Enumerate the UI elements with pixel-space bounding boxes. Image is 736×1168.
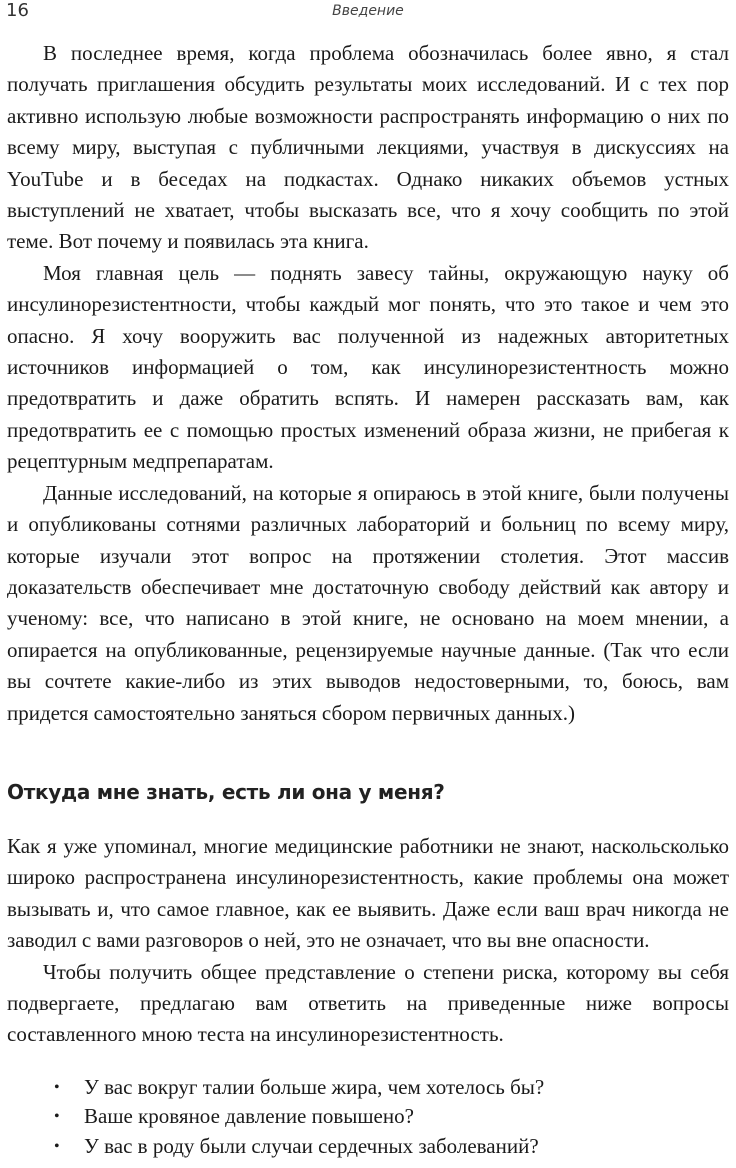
section-paragraph-2: Чтобы получить общее представление о степени риска, которому вы себя подвергаете, предлагаю вам ответить на приведенные ниже вопросы составленного мною теста на инсулинорезистентность.	[7, 959, 729, 1047]
paragraph-3: Данные исследований, на которые я опираюсь в этой книге, были получены и опубликованы сотнями различных лабораторий и больниц по всему миру, которые изучали этот вопрос на протяжении столетия. Этот массив доказательств обеспечивает мне достаточную свободу действий как автору и ученому: все, что написано в этой книге, не основано на моем мнении, а опирается на опубликованные, рецензируемые научные данные. (Так что если вы сочтете какие-либо из этих выводов недостоверными, то, боюсь, вам придется самостоятельно заняться сбором первичных данных.)	[7, 480, 729, 725]
bullet-icon: •	[54, 1137, 60, 1155]
list-item-text: У вас в роду были случаи сердечных заболеваний?	[84, 1133, 539, 1158]
section-heading: Откуда мне знать, есть ли она у меня?	[7, 779, 445, 804]
page-number: 16	[6, 0, 29, 21]
paragraph-2: Моя главная цель — поднять завесу тайны, окружающую науку об инсулинорезистентности, чтобы каждый мог понять, что это такое и чем это опасно. Я хочу вооружить вас полученной из надежных авторитетных источников информацией о том, как инсулинорезистентность можно предотвратить и даже обратить вспять. И намерен рассказать вам, как предотвратить ее с помощью простых изменений образа жизни, не прибегая к рецептурным медпрепаратам.	[7, 260, 729, 474]
section-paragraph-1: Как я уже упоминал, многие медицинские работники не знают, наскольсколько широко распространена инсулинорезистентность, какие проблемы она может вызывать и, что самое главное, как ее выявить. Даже если ваш врач никогда не заводил с вами разговоров о ней, это не означает, что вы вне опасности.	[7, 833, 729, 953]
bullet-icon: •	[54, 1108, 60, 1126]
list-item	[7, 1073, 729, 1103]
list-item	[7, 1132, 729, 1162]
paragraph-1: В последнее время, когда проблема обозначилась более явно, я стал получать приглашения обсудить результаты моих исследований. И с тех пор активно использую любые возможности распространять информацию о них по всему миру, выступая с публичными лекциями, участвуя в дискуссиях на YouTube и в беседах на подкастах. Однако никаких объемов устных выступлений не хватает, чтобы высказать все, что я хочу сообщить по этой теме. Вот почему и появилась эта книга.	[7, 41, 729, 254]
list-item-text: У вас вокруг талии больше жира, чем хотелось бы?	[84, 1074, 545, 1099]
page-body	[7, 38, 729, 1161]
list-item-text: Ваше кровяное давление повышено?	[84, 1104, 414, 1129]
running-section-title: Введение	[332, 3, 404, 19]
bullet-icon: •	[54, 1078, 60, 1096]
question-list	[7, 1073, 729, 1162]
list-item	[7, 1102, 729, 1132]
running-head	[6, 0, 730, 26]
